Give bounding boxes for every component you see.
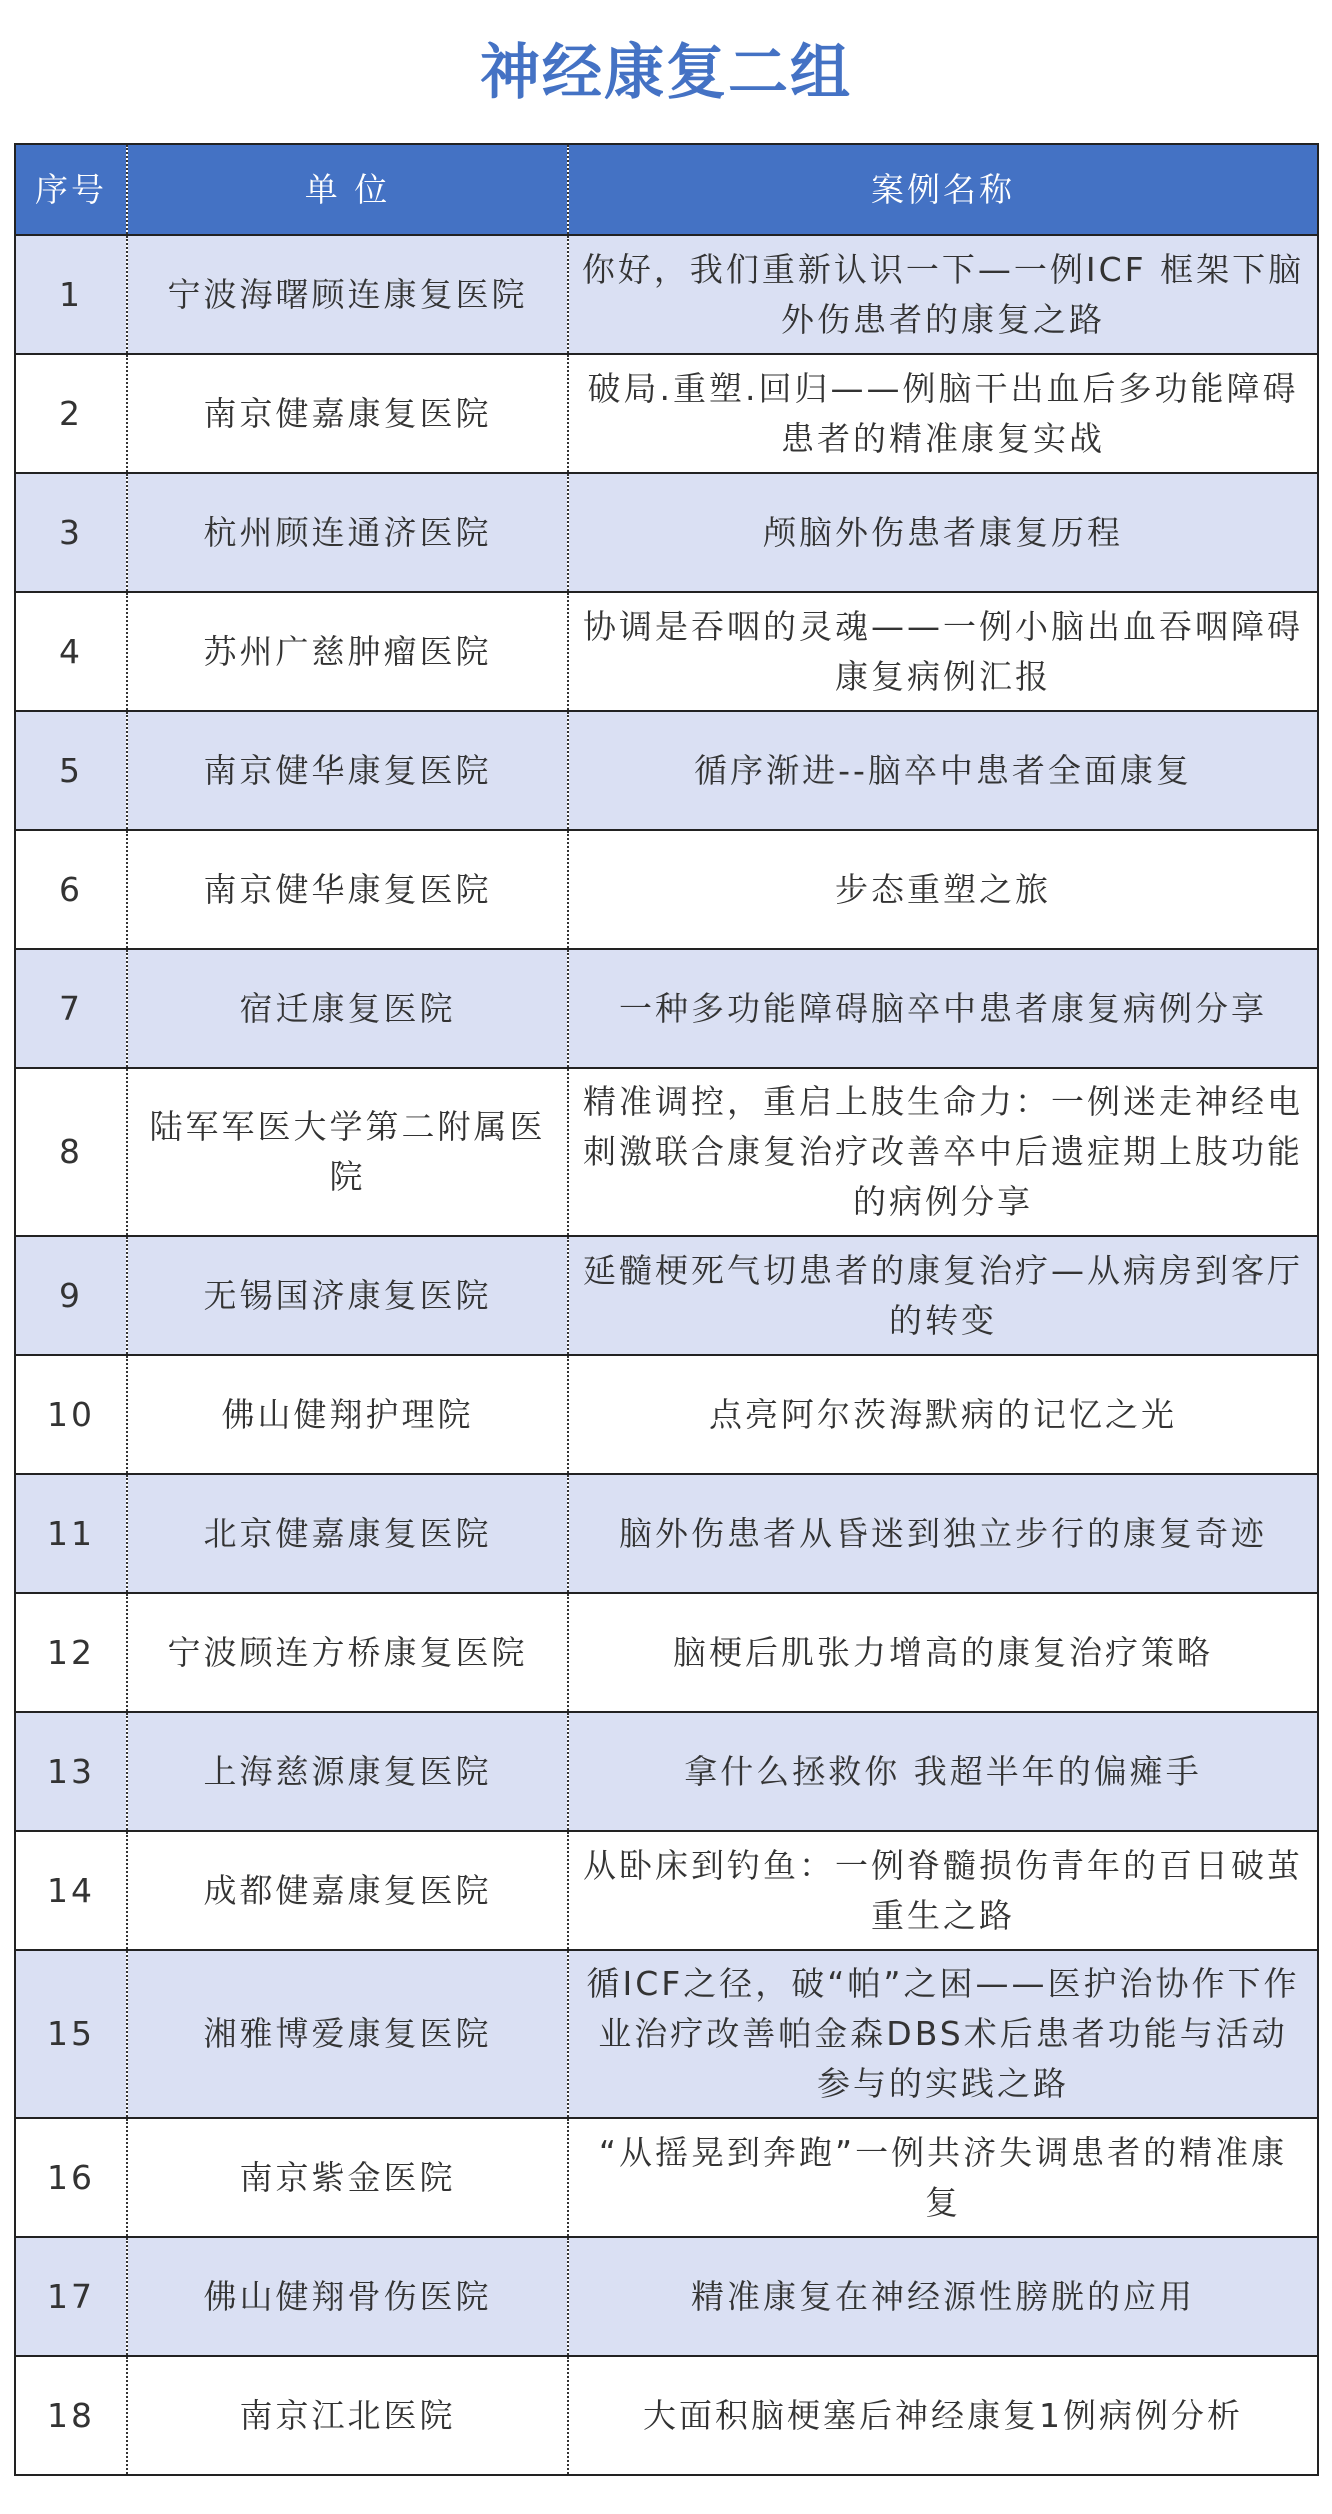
row-unit: 南京健华康复医院 (127, 711, 568, 830)
row-unit: 佛山健翔护理院 (127, 1355, 568, 1474)
row-unit: 湘雅博爱康复医院 (127, 1950, 568, 2118)
row-unit: 杭州顾连通济医院 (127, 473, 568, 592)
row-index: 3 (15, 473, 127, 592)
row-case-name: 脑外伤患者从昏迷到独立步行的康复奇迹 (568, 1474, 1318, 1593)
row-case-name: “从摇晃到奔跑”一例共济失调患者的精准康复 (568, 2118, 1318, 2237)
row-case-name: 步态重塑之旅 (568, 830, 1318, 949)
row-case-name: 脑梗后肌张力增高的康复治疗策略 (568, 1593, 1318, 1712)
table-row (15, 2118, 1318, 2237)
table-row (15, 1474, 1318, 1593)
table-row (15, 830, 1318, 949)
case-table (14, 143, 1319, 2476)
header-index: 序号 (15, 144, 127, 235)
row-case-name: 大面积脑梗塞后神经康复1例病例分析 (568, 2356, 1318, 2475)
table-row (15, 1593, 1318, 1712)
row-unit: 南京健嘉康复医院 (127, 354, 568, 473)
row-unit: 佛山健翔骨伤医院 (127, 2237, 568, 2356)
row-unit: 南京江北医院 (127, 2356, 568, 2475)
row-unit: 宿迁康复医院 (127, 949, 568, 1068)
page-title: 神经康复二组 (480, 38, 852, 108)
row-unit: 北京健嘉康复医院 (127, 1474, 568, 1593)
row-index: 11 (15, 1474, 127, 1593)
row-index: 12 (15, 1593, 127, 1712)
table-row (15, 1236, 1318, 1355)
table-header-row (15, 144, 1318, 235)
row-index: 6 (15, 830, 127, 949)
table-row (15, 473, 1318, 592)
table-row (15, 1831, 1318, 1950)
row-index: 5 (15, 711, 127, 830)
header-case-name: 案例名称 (568, 144, 1318, 235)
row-index: 8 (15, 1068, 127, 1236)
row-case-name: 精准康复在神经源性膀胱的应用 (568, 2237, 1318, 2356)
table-row (15, 1068, 1318, 1236)
row-case-name: 一种多功能障碍脑卒中患者康复病例分享 (568, 949, 1318, 1068)
table-row (15, 1712, 1318, 1831)
row-unit: 陆军军医大学第二附属医院 (127, 1068, 568, 1236)
row-case-name: 从卧床到钓鱼：一例脊髓损伤青年的百日破茧重生之路 (568, 1831, 1318, 1950)
row-index: 18 (15, 2356, 127, 2475)
row-unit: 苏州广慈肿瘤医院 (127, 592, 568, 711)
row-case-name: 协调是吞咽的灵魂——一例小脑出血吞咽障碍康复病例汇报 (568, 592, 1318, 711)
row-case-name: 循序渐进--脑卒中患者全面康复 (568, 711, 1318, 830)
row-case-name: 拿什么拯救你 我超半年的偏瘫手 (568, 1712, 1318, 1831)
row-index: 7 (15, 949, 127, 1068)
table-row (15, 1950, 1318, 2118)
header-unit: 单 位 (127, 144, 568, 235)
row-unit: 成都健嘉康复医院 (127, 1831, 568, 1950)
row-case-name: 点亮阿尔茨海默病的记忆之光 (568, 1355, 1318, 1474)
row-index: 15 (15, 1950, 127, 2118)
row-case-name: 延髓梗死气切患者的康复治疗—从病房到客厅的转变 (568, 1236, 1318, 1355)
row-index: 1 (15, 235, 127, 354)
row-index: 4 (15, 592, 127, 711)
table-row (15, 235, 1318, 354)
row-unit: 南京紫金医院 (127, 2118, 568, 2237)
table-row (15, 2356, 1318, 2475)
row-index: 16 (15, 2118, 127, 2237)
row-case-name: 你好，我们重新认识一下—一例ICF 框架下脑外伤患者的康复之路 (568, 235, 1318, 354)
row-index: 2 (15, 354, 127, 473)
row-index: 10 (15, 1355, 127, 1474)
row-case-name: 精准调控，重启上肢生命力：一例迷走神经电刺激联合康复治疗改善卒中后遗症期上肢功能的病例分享 (568, 1068, 1318, 1236)
row-index: 14 (15, 1831, 127, 1950)
row-unit: 宁波海曙顾连康复医院 (127, 235, 568, 354)
row-unit: 上海慈源康复医院 (127, 1712, 568, 1831)
row-unit: 南京健华康复医院 (127, 830, 568, 949)
row-index: 13 (15, 1712, 127, 1831)
table-row (15, 949, 1318, 1068)
table-row (15, 1355, 1318, 1474)
row-unit: 宁波顾连方桥康复医院 (127, 1593, 568, 1712)
row-case-name: 破局.重塑.回归——例脑干出血后多功能障碍患者的精准康复实战 (568, 354, 1318, 473)
table-row (15, 2237, 1318, 2356)
table-row (15, 354, 1318, 473)
row-unit: 无锡国济康复医院 (127, 1236, 568, 1355)
row-case-name: 颅脑外伤患者康复历程 (568, 473, 1318, 592)
table-row (15, 592, 1318, 711)
row-index: 17 (15, 2237, 127, 2356)
row-index: 9 (15, 1236, 127, 1355)
table-row (15, 711, 1318, 830)
row-case-name: 循ICF之径，破“帕”之困——医护治协作下作业治疗改善帕金森DBS术后患者功能与活动参与的实践之路 (568, 1950, 1318, 2118)
